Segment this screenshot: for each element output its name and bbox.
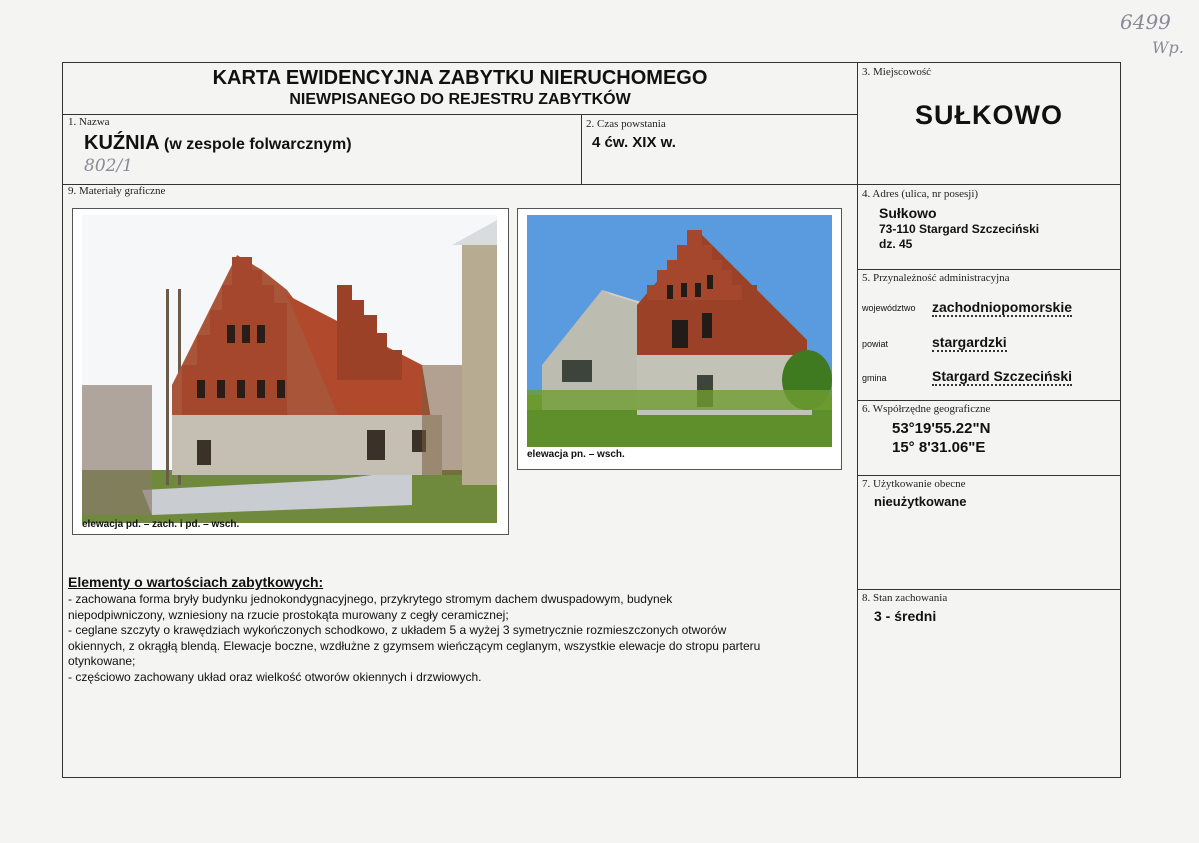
field-name-value	[84, 132, 352, 155]
address-line1: Sułkowo	[879, 205, 937, 221]
coords-longitude: 15° 8'31.06"E	[892, 439, 986, 456]
admin-commune-key: gmina	[862, 373, 887, 383]
address-line3: dz. 45	[879, 237, 913, 251]
card-title-line2: NIEWPISANEGO DO REJESTRU ZABYTKÓW	[289, 91, 631, 108]
field-name-label: 1. Nazwa	[68, 116, 110, 128]
photo-northeast-caption: elewacja pn. – wsch.	[527, 449, 625, 460]
card-title-line1: KARTA EWIDENCYJNA ZABYTKU NIERUCHOMEGO	[212, 67, 708, 89]
admin-voivodeship-key: województwo	[862, 303, 916, 313]
admin-county-key: powiat	[862, 339, 889, 349]
photo-northeast-elevation	[517, 208, 842, 470]
field-name-handwritten: 802/1	[84, 156, 133, 176]
field-usage-value: nieużytkowane	[874, 494, 967, 509]
corner-handwritten-suffix: Wp.	[1152, 38, 1184, 57]
photo-southwest-caption: elewacja pd. – zach. i pd. – wsch.	[82, 519, 240, 530]
elements-line-3: - ceglane szczyty o krawędziach wykończonych schodkowo, z układem 5 a wyżej 3 symetrycznie rozmieszczonych otworów	[68, 623, 727, 637]
field-date-value: 4 ćw. XIX w.	[592, 134, 676, 151]
field-locality-value: SUŁKOWO	[915, 100, 1063, 130]
field-graphics-label: 9. Materiały graficzne	[68, 185, 166, 197]
field-condition-value: 3 - średni	[874, 608, 937, 624]
elements-line-4: okiennych, z okrągłą blendą. Elewacje boczne, wzdłużne z gzymsem wieńczącym ceglanym, wszystkie elewacje do stropu parteru	[68, 638, 761, 653]
field-coords-label: 6. Współrzędne geograficzne	[862, 403, 991, 415]
card-title	[62, 66, 858, 110]
corner-handwritten-number: 6499	[1120, 10, 1171, 34]
field-usage-label: 7. Użytkowanie obecne	[862, 478, 966, 490]
field-admin-label: 5. Przynależność administracyjna	[862, 272, 1010, 284]
field-name-sub: (w zespole folwarcznym)	[164, 136, 352, 153]
field-condition-label: 8. Stan zachowania	[862, 592, 948, 604]
elements-line-1: - zachowana forma bryły budynku jednokondygnacyjnego, przykrytego stromym dachem dwuspadowym, budynek	[68, 592, 673, 606]
elements-line-2: niepodpiwniczony, wzniesiony na rzucie prostokąta murowany z cegły ceramicznej;	[68, 607, 509, 622]
photo-southwest-image	[82, 215, 497, 523]
field-name-main: KUŹNIA	[84, 132, 160, 154]
field-date-label: 2. Czas powstania	[586, 118, 666, 130]
admin-county-value: stargardzki	[932, 334, 1007, 350]
elements-line-6: - częściowo zachowany układ oraz wielkość otworów okiennych i drzwiowych.	[68, 669, 482, 684]
photo-northeast-image	[527, 215, 832, 447]
elements-text	[68, 592, 853, 685]
photo-southwest-elevation	[72, 208, 509, 535]
field-locality-label: 3. Miejscowość	[862, 66, 932, 78]
coords-latitude: 53°19'55.22"N	[892, 420, 991, 437]
elements-line-5: otynkowane;	[68, 654, 136, 668]
field-address-value	[879, 205, 1039, 252]
admin-commune-value: Stargard Szczeciński	[932, 368, 1073, 384]
admin-voivodeship-value: zachodniopomorskie	[932, 299, 1073, 315]
elements-heading: Elementy o wartościach zabytkowych:	[68, 574, 324, 590]
field-address-label: 4. Adres (ulica, nr posesji)	[862, 188, 979, 200]
address-line2: 73-110 Stargard Szczeciński	[879, 222, 1040, 236]
